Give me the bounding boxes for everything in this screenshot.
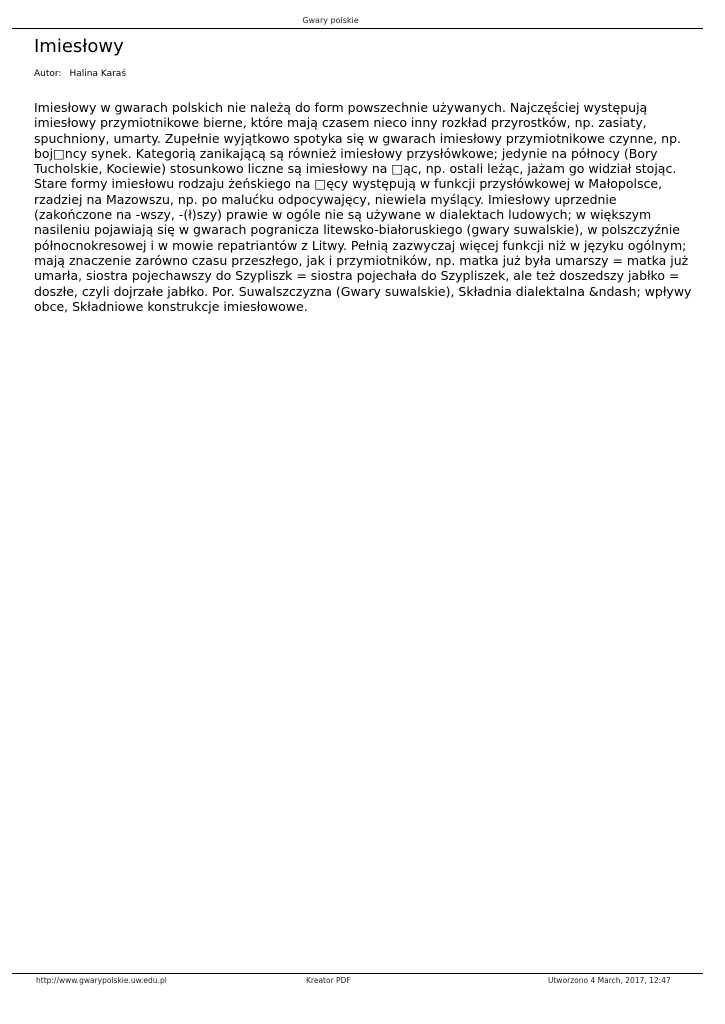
page-title: Imiesłowy	[34, 36, 124, 57]
header-divider	[12, 28, 703, 29]
site-header-title: Gwary polskie	[302, 16, 359, 25]
article-body: Imiesłowy w gwarach polskich nie należą do form powszechnie używanych. Najczęściej występują imiesłowy przymiotnikowe bierne, które mają czasem nieco inny rozkład przyrostków, np. zasiaty, spuchniony, umarty. Zupełnie wyjątkowo spotyka się w gwarach imiesłowy przymiotnikowe czynne, np. boj□ncy synek. Kategorią zanikającą są również imiesłowy przysłówkowe; jedynie na północy (Bory Tucholskie, Kociewie) stosunkowo liczne są imiesłowy na □ąc, np. ostali leżąc, jażam go widział stojąc. Stare formy imiesłowu rodzaju żeńskiego na □ęcy występują w funkcji przysłówkowej w Małopolsce, rzadziej na Mazowszu, np. po malućku odpocywajęcy, niewiela myślący. Imiesłowy uprzednie (zakończone na -wszy, -(ł)szy) prawie w ogóle nie są używane w dialektach ludowych; w większym nasileniu pojawiają się w gwarach pogranicza litewsko-białoruskiego (gwary suwalskie), w polszczyźnie północnokresowej i w mowie repatriantów z Litwy. Pełnią zazwyczaj więcej funkcji niż w języku ogólnym; mają znaczenie zarówno czasu przeszłego, jak i przymiotników, np. matka już była umarszy = matka już umarła, siostra pojechawszy do Szypliszk = siostra pojechała do Szypliszek, ale też doszedszy jabłko = doszłe, czyli dojrzałe jabłko. Por. Suwalszczyzna (Gwary suwalskie), Składnia dialektalna &ndash; wpływy obce, Składniowe konstrukcje imiesłowowe.	[34, 100, 692, 314]
footer-generator: Kreator PDF	[306, 976, 351, 985]
footer-divider	[12, 973, 703, 974]
author-label: Autor:	[34, 69, 62, 79]
author-line	[34, 68, 126, 80]
author-name: Halina Karaś	[69, 69, 127, 79]
footer-created-date: Utworzono 4 March, 2017, 12:47	[548, 976, 671, 985]
footer-url: http://www.gwarypolskie.uw.edu.pl	[36, 976, 167, 985]
